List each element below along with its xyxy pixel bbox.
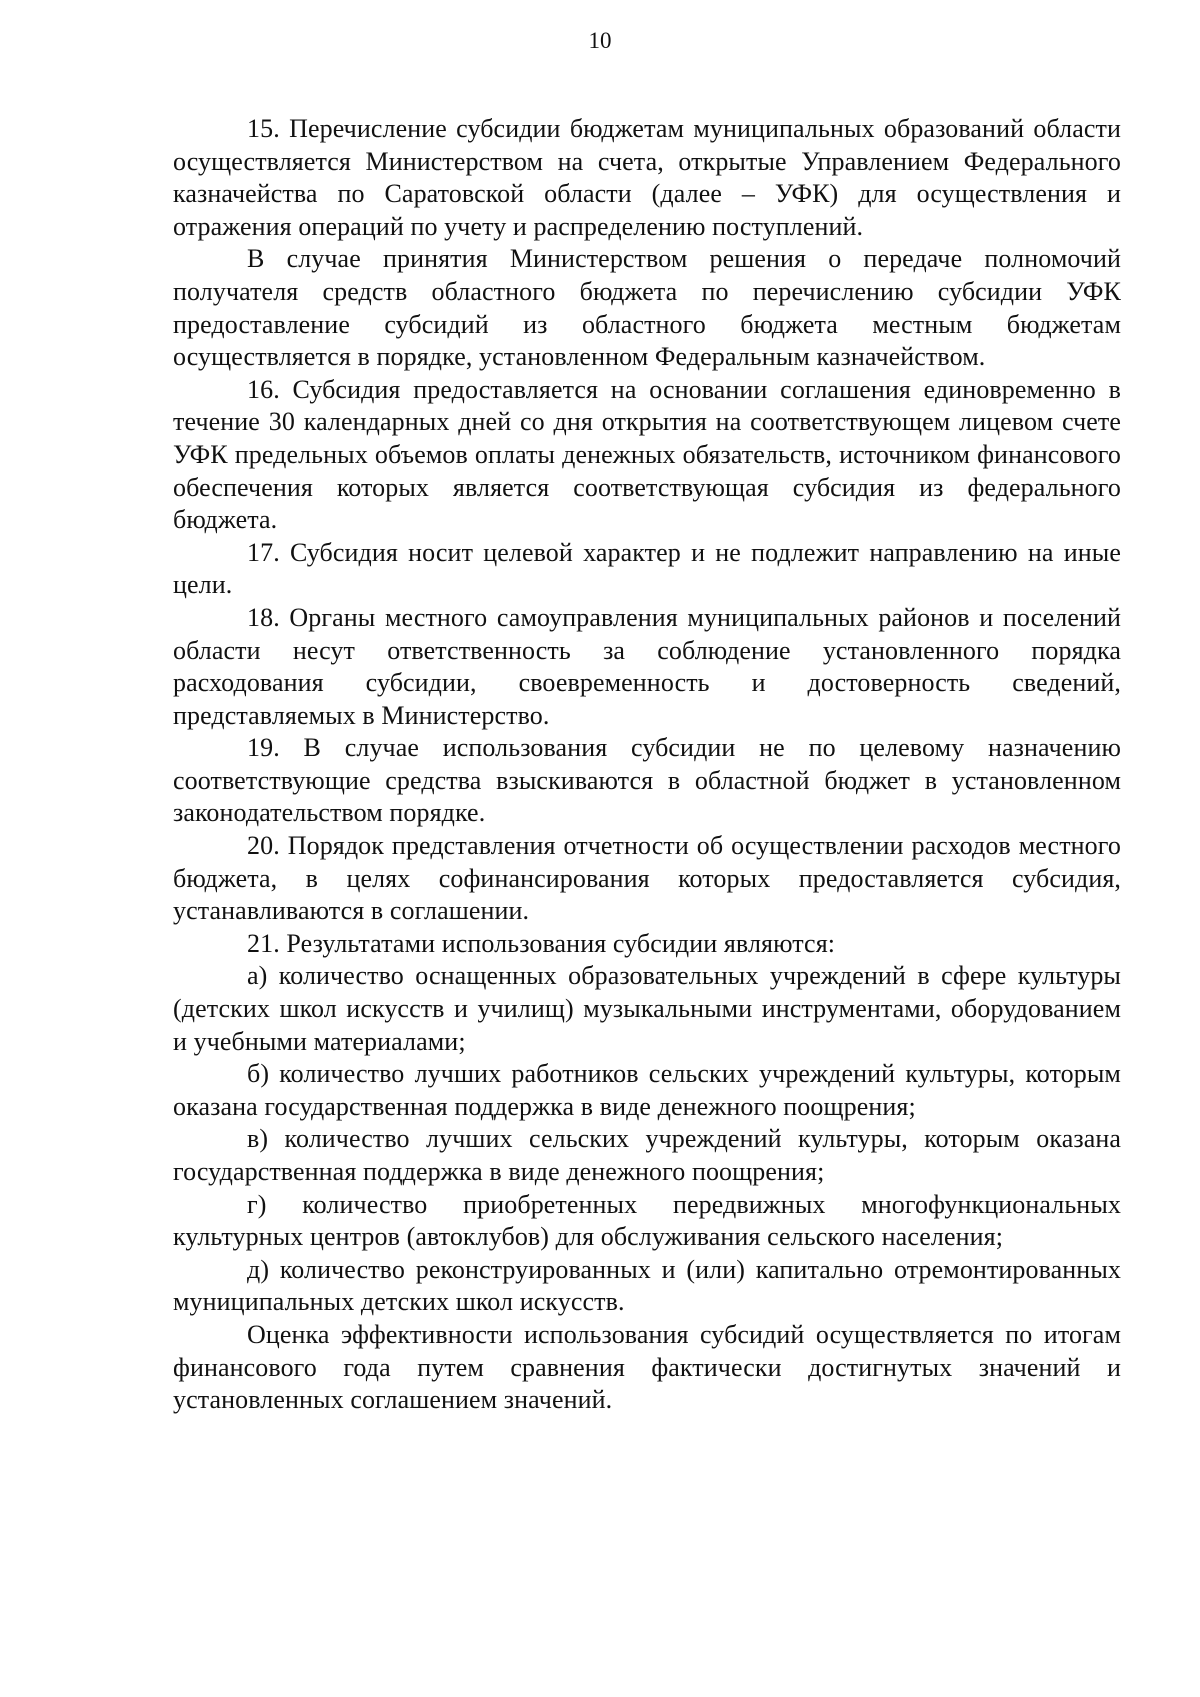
paragraph-20-reporting: 20. Порядок представления отчетности об осуществлении расходов местного бюджета, в целях софинансирования которых предоставляется субсидия, устанавливаются в соглашении. (173, 831, 1121, 926)
page-number: 10 (588, 28, 612, 53)
paragraph-15-transfer: 15. Перечисление субсидии бюджетам муниципальных образований области осуществляется Министерством на счета, открытые Управлением Федерального казначейства по Саратовской области (далее – УФК) для осуществления и отражения операций по учету и распределению поступлений. (173, 114, 1121, 241)
list-item-g: г) количество приобретенных передвижных многофункциональных культурных центров (автоклубов) для обслуживания сельского населения; (173, 1189, 1121, 1252)
paragraph-delegation: В случае принятия Министерством решения о передаче полномочий получателя средств областного бюджета по перечислению субсидии УФК предоставление субсидий из областного бюджета местным бюджетам осуществляется в порядке, установленном Федеральным казначейством. (173, 244, 1121, 372)
list-item-b: б) количество лучших работников сельских учреждений культуры, которым оказана государственная поддержка в виде денежного поощрения; (173, 1059, 1121, 1121)
paragraph-21-results: 21. Результатами использования субсидии являются: (247, 928, 836, 958)
list-item-d: д) количество реконструированных и (или) капитально отремонтированных муниципальных детских школ искусств. (173, 1254, 1121, 1317)
document-body (173, 113, 1121, 1417)
list-item-v: в) количество лучших сельских учреждений культуры, которым оказана государственная поддержка в виде денежного поощрения; (173, 1124, 1121, 1186)
paragraph-evaluation: Оценка эффективности использования субсидий осуществляется по итогам финансового года путем сравнения фактически достигнутых значений и установленных соглашением значений. (173, 1319, 1121, 1415)
paragraph-18-responsibility: 18. Органы местного самоуправления муниципальных районов и поселений области несут ответственность за соблюдение установленного порядка расходования субсидии, своевременность и достоверность сведений, представляемых в Министерство. (173, 602, 1121, 730)
paragraph-16-provision: 16. Субсидия предоставляется на основании соглашения единовременно в течение 30 календарных дней со дня открытия на соответствующем лицевом счете УФК предельных объемов оплаты денежных обязательств, источником финансового обеспечения которых является соответствующая субсидия из федерального бюджета. (173, 374, 1121, 535)
list-item-a: а) количество оснащенных образовательных учреждений в сфере культуры (детских школ искусств и училищ) музыкальными инструментами, оборудованием и учебными материалами; (173, 961, 1121, 1056)
paragraph-17-purpose: 17. Субсидия носит целевой характер и не подлежит направлению на иные цели. (173, 537, 1121, 600)
paragraph-19-misuse: 19. В случае использования субсидии не по целевому назначению соответствующие средства взыскиваются в областной бюджет в установленном законодательством порядке. (173, 733, 1121, 828)
